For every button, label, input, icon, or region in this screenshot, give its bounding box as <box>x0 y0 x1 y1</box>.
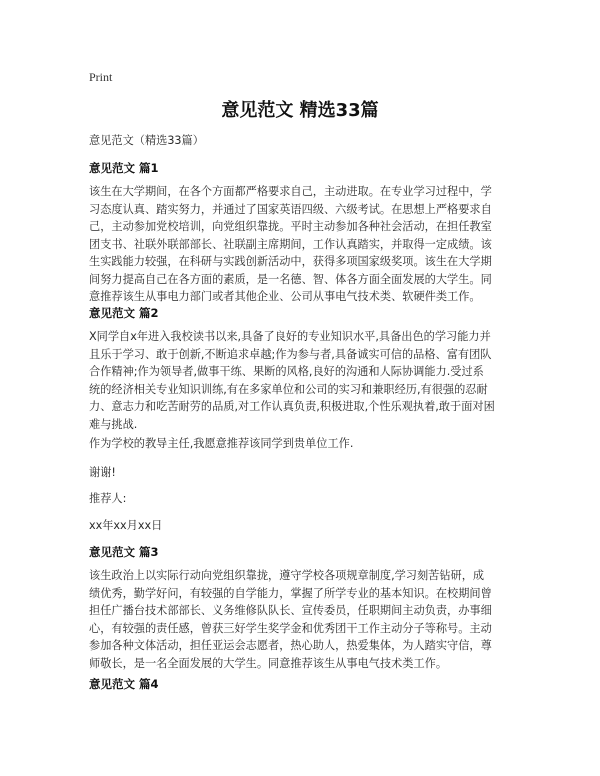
paragraph-line: 力、意志力和吃苦耐劳的品质,对工作认真负责,积极进取,个性乐观执着,敢于面对困 <box>89 400 495 413</box>
section-body <box>89 183 519 306</box>
paragraph-line: 生实践能力较强，在科研与实践创新活动中，获得多项国家级奖项。该生在大学期 <box>89 255 492 268</box>
paragraph-line: 该生在大学期间，在各个方面都严格要求自己，主动进取。在专业学习过程中，学 <box>89 185 492 198</box>
paragraph-line: 该生政治上以实际行动向党组织靠拢，遵守学校各项规章制度,学习刻苦钻研，成 <box>89 569 485 582</box>
paragraph-line: 间努力提高自己在各方面的素质，是一名德、智、体各方面全面发展的大学生。同 <box>89 272 492 286</box>
section-body <box>89 328 519 433</box>
paragraph-line: 担任广播台技术部部长、义务维修队队长、宣传委员，任职期间主动负责，办事细 <box>89 604 492 617</box>
print-link[interactable]: Print <box>89 70 113 84</box>
document-subtitle: 意见范文（精选33篇） <box>89 134 204 147</box>
paragraph-line: 团支书、社联外联部部长、社联副主席期间，工作认真踏实，并取得一定成绩。该 <box>89 237 492 251</box>
section-heading: 意见范文 篇4 <box>89 677 159 691</box>
paragraph-line: 绩优秀，勤学好问，有较强的自学能力，掌握了所学专业的基本知识。在校期间曾 <box>89 586 492 600</box>
section-heading: 意见范文 篇1 <box>89 161 159 175</box>
page-title: 意见范文 精选33篇 <box>221 100 379 121</box>
section-heading: 意见范文 篇2 <box>89 306 159 320</box>
thanks-line: 谢谢! <box>89 466 116 479</box>
paragraph-line: 意推荐该生从事电力部门或者其他企业、公司从事电气技术类、软硬件类工作。 <box>89 290 481 303</box>
paragraph-line: 心，有较强的责任感，曾获三好学生奖学金和优秀团干工作主动分子等称号。主动 <box>89 621 492 635</box>
paragraph-line: 习态度认真、踏实努力，并通过了国家英语四级、六级考试。在思想上严格要求自 <box>89 202 492 216</box>
paragraph-line: 作为学校的教导主任,我愿意推荐该同学到贵单位工作. <box>89 437 354 450</box>
paragraph-line: 合作精神;作为领导者,做事干练、果断的风格,良好的沟通和人际协调能力.受过系 <box>89 365 484 378</box>
paragraph-line: 参加各种文体活动，担任亚运会志愿者，热心助人，热爱集体，为人踏实守信，尊 <box>89 639 492 652</box>
paragraph-line: 统的经济相关专业知识训练,有在多家单位和公司的实习和兼职经历,有很强的忍耐 <box>89 382 488 396</box>
paragraph-line: X同学自x年进入我校读书以来,具备了良好的专业知识水平,具备出色的学习能力并 <box>89 330 491 343</box>
section-heading: 意见范文 篇3 <box>89 545 159 559</box>
paragraph-line: 己，主动参加党校培训，向党组织靠拢。平时主动参加各种社会活动，在担任教室 <box>89 220 492 233</box>
section-body <box>89 567 519 672</box>
date-line: xx年xx月xx日 <box>89 519 163 532</box>
recommender-line: 推荐人: <box>89 492 127 505</box>
paragraph-line: 师敬长，是一名全面发展的大学生。同意推荐该生从事电气技术类工作。 <box>89 656 448 670</box>
paragraph-line: 且乐于学习、敢于创新,不断追求卓越;作为参与者,具备诚实可信的品格、富有团队 <box>89 347 492 361</box>
paragraph-line: 难与挑战. <box>89 417 138 431</box>
